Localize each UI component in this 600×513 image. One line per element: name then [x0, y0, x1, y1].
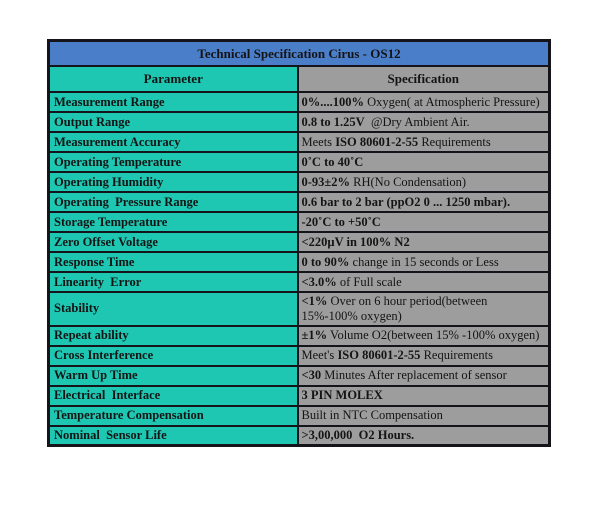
spec-text-rest: Over on 6 hour period(between 15%-100% oxygen)	[301, 294, 491, 323]
table-row	[49, 152, 550, 172]
specification-cell	[298, 152, 550, 172]
table-row	[49, 92, 550, 112]
table-row	[49, 366, 550, 386]
table-row	[49, 386, 550, 406]
table-row	[49, 112, 550, 132]
specification-cell	[298, 326, 550, 346]
parameter-cell: Operating Pressure Range	[49, 192, 298, 212]
specification-cell	[298, 366, 550, 386]
table-row	[49, 406, 550, 426]
parameter-cell: Output Range	[49, 112, 298, 132]
parameter-cell: Warm Up Time	[49, 366, 298, 386]
spec-text-rest: RH(No Condensation)	[350, 174, 466, 189]
specification-cell	[298, 346, 550, 366]
spec-text-bold: ±1%	[301, 328, 328, 343]
spec-text-bold: 0.6 bar to 2 bar (ppO2 0 ... 1250 mbar).	[301, 194, 511, 209]
table-title-row	[49, 41, 550, 67]
specification-cell	[298, 92, 550, 112]
spec-text-bold: 3 PIN MOLEX	[301, 388, 383, 403]
spec-text-rest: Requirements	[420, 348, 493, 363]
specification-cell	[298, 252, 550, 272]
spec-text-rest: change in 15 seconds or Less	[349, 254, 499, 269]
spec-text-bold: ISO 80601-2-55	[335, 134, 419, 149]
spec-text-rest: of Full scale	[336, 274, 402, 289]
specification-cell	[298, 132, 550, 152]
spec-text-bold: 0%....100%	[301, 94, 364, 109]
table-row	[49, 232, 550, 252]
column-header-row	[49, 66, 550, 92]
table-title: Technical Specification Cirus - OS12	[49, 41, 550, 67]
specification-cell	[298, 232, 550, 252]
specification-cell	[298, 386, 550, 406]
parameter-cell: Operating Temperature	[49, 152, 298, 172]
parameter-cell: Measurement Range	[49, 92, 298, 112]
parameter-cell: Temperature Compensation	[49, 406, 298, 426]
parameter-cell: Operating Humidity	[49, 172, 298, 192]
parameter-cell: Cross Interference	[49, 346, 298, 366]
table-row	[49, 326, 550, 346]
specification-cell	[298, 426, 550, 446]
specification-cell	[298, 272, 550, 292]
spec-text-bold: <1%	[301, 294, 328, 308]
specification-cell	[298, 112, 550, 132]
table-row	[49, 292, 550, 326]
table-row	[49, 212, 550, 232]
parameter-cell: Storage Temperature	[49, 212, 298, 232]
parameter-cell: Zero Offset Voltage	[49, 232, 298, 252]
specification-cell	[298, 406, 550, 426]
spec-text-bold: >3,00,000 O2 Hours.	[301, 427, 415, 442]
table-row	[49, 272, 550, 292]
parameter-cell: Response Time	[49, 252, 298, 272]
column-header-specification: Specification	[298, 66, 550, 92]
parameter-cell: Electrical Interface	[49, 386, 298, 406]
spec-text-bold: -20˚C to +50˚C	[301, 214, 381, 229]
spec-text-rest: Minutes After replacement of sensor	[321, 368, 507, 383]
spec-text-bold: 0-93±2%	[301, 174, 351, 189]
spec-text-bold: <30	[301, 368, 322, 383]
spec-text-rest: Oxygen( at Atmospheric Pressure)	[364, 94, 540, 109]
specification-cell	[298, 172, 550, 192]
table-row	[49, 192, 550, 212]
spec-text-bold: 0 to 90%	[301, 254, 350, 269]
table-row	[49, 132, 550, 152]
parameter-cell: Nominal Sensor Life	[49, 426, 298, 446]
spec-text-bold: <3.0%	[301, 274, 337, 289]
column-header-parameter: Parameter	[49, 66, 298, 92]
parameter-cell: Repeat ability	[49, 326, 298, 346]
spec-text-bold: ISO 80601-2-55	[337, 348, 421, 363]
spec-text-pre: Built in NTC Compensation	[301, 408, 443, 423]
spec-text-bold: 0.8 to 1.25V	[301, 114, 365, 129]
spec-text-pre: Meets	[301, 134, 336, 149]
parameter-cell: Stability	[49, 292, 298, 326]
parameter-cell: Linearity Error	[49, 272, 298, 292]
specification-cell	[298, 292, 550, 326]
spec-table	[47, 39, 551, 447]
table-row	[49, 172, 550, 192]
table-row	[49, 426, 550, 446]
specification-cell	[298, 212, 550, 232]
spec-text-rest: Requirements	[418, 134, 491, 149]
spec-text-pre: Meet's	[301, 348, 338, 363]
parameter-cell: Measurement Accuracy	[49, 132, 298, 152]
table-row	[49, 252, 550, 272]
specification-cell	[298, 192, 550, 212]
table-row	[49, 346, 550, 366]
spec-text-bold: <220µV in 100% N2	[301, 234, 410, 249]
spec-text-rest: @Dry Ambient Air.	[364, 114, 470, 129]
table-body	[49, 92, 550, 446]
spec-text-rest: Volume O2(between 15% -100% oxygen)	[327, 328, 540, 343]
spec-text-bold: 0˚C to 40˚C	[301, 154, 364, 169]
